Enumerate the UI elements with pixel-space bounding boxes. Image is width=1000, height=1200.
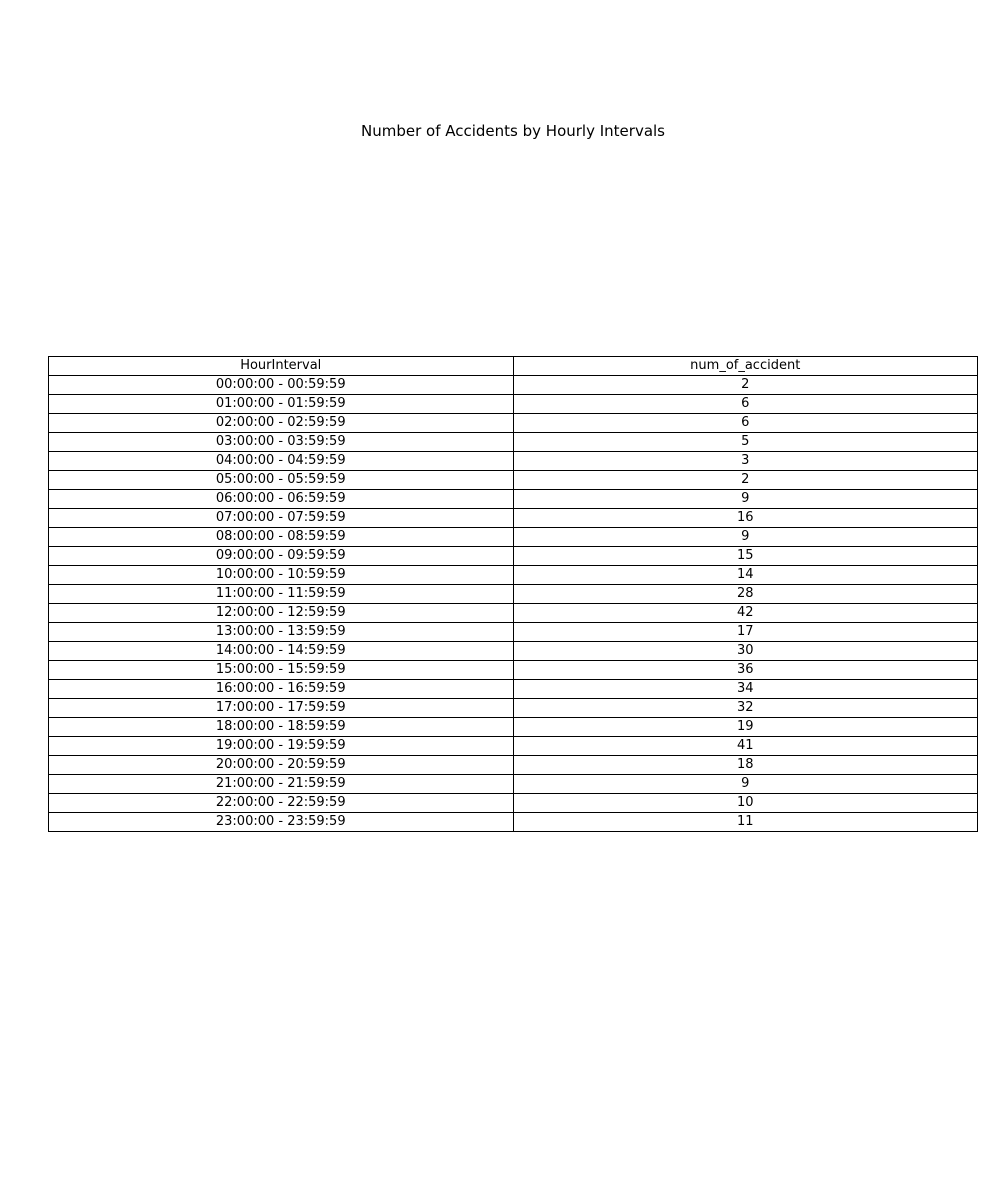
table-row	[49, 604, 978, 623]
num-of-accident-cell: 17	[513, 623, 978, 642]
chart-title: Number of Accidents by Hourly Intervals	[361, 122, 665, 140]
table-row	[49, 642, 978, 661]
num-of-accident-cell: 9	[513, 775, 978, 794]
num-of-accident-cell: 10	[513, 794, 978, 813]
hour-interval-cell: 14:00:00 - 14:59:59	[49, 642, 514, 661]
column-header-num-of-accident: num_of_accident	[513, 357, 978, 376]
table-row	[49, 680, 978, 699]
hour-interval-cell: 12:00:00 - 12:59:59	[49, 604, 514, 623]
table-row	[49, 452, 978, 471]
table-row	[49, 395, 978, 414]
num-of-accident-cell: 32	[513, 699, 978, 718]
table-row	[49, 547, 978, 566]
table-row	[49, 528, 978, 547]
num-of-accident-cell: 9	[513, 490, 978, 509]
num-of-accident-cell: 19	[513, 718, 978, 737]
table-row	[49, 509, 978, 528]
num-of-accident-cell: 16	[513, 509, 978, 528]
num-of-accident-cell: 6	[513, 414, 978, 433]
table-body	[49, 376, 978, 832]
num-of-accident-cell: 34	[513, 680, 978, 699]
table-row	[49, 775, 978, 794]
hour-interval-cell: 05:00:00 - 05:59:59	[49, 471, 514, 490]
table-row	[49, 737, 978, 756]
num-of-accident-cell: 30	[513, 642, 978, 661]
hour-interval-cell: 01:00:00 - 01:59:59	[49, 395, 514, 414]
hour-interval-cell: 15:00:00 - 15:59:59	[49, 661, 514, 680]
num-of-accident-cell: 11	[513, 813, 978, 832]
hour-interval-cell: 03:00:00 - 03:59:59	[49, 433, 514, 452]
hour-interval-cell: 06:00:00 - 06:59:59	[49, 490, 514, 509]
num-of-accident-cell: 36	[513, 661, 978, 680]
hour-interval-cell: 17:00:00 - 17:59:59	[49, 699, 514, 718]
num-of-accident-cell: 42	[513, 604, 978, 623]
hour-interval-cell: 10:00:00 - 10:59:59	[49, 566, 514, 585]
column-header-hour-interval: HourInterval	[49, 357, 514, 376]
table-row	[49, 490, 978, 509]
num-of-accident-cell: 9	[513, 528, 978, 547]
num-of-accident-cell: 2	[513, 471, 978, 490]
table-row	[49, 471, 978, 490]
hour-interval-cell: 16:00:00 - 16:59:59	[49, 680, 514, 699]
table-row	[49, 718, 978, 737]
table-row	[49, 794, 978, 813]
num-of-accident-cell: 3	[513, 452, 978, 471]
hour-interval-cell: 13:00:00 - 13:59:59	[49, 623, 514, 642]
data-table	[48, 356, 978, 832]
hour-interval-cell: 23:00:00 - 23:59:59	[49, 813, 514, 832]
num-of-accident-cell: 41	[513, 737, 978, 756]
hour-interval-cell: 19:00:00 - 19:59:59	[49, 737, 514, 756]
num-of-accident-cell: 18	[513, 756, 978, 775]
hour-interval-cell: 22:00:00 - 22:59:59	[49, 794, 514, 813]
table-row	[49, 661, 978, 680]
table-row	[49, 623, 978, 642]
num-of-accident-cell: 5	[513, 433, 978, 452]
num-of-accident-cell: 15	[513, 547, 978, 566]
hour-interval-cell: 11:00:00 - 11:59:59	[49, 585, 514, 604]
num-of-accident-cell: 6	[513, 395, 978, 414]
table-row	[49, 699, 978, 718]
hour-interval-cell: 07:00:00 - 07:59:59	[49, 509, 514, 528]
table-row	[49, 813, 978, 832]
num-of-accident-cell: 2	[513, 376, 978, 395]
hour-interval-cell: 02:00:00 - 02:59:59	[49, 414, 514, 433]
table-row	[49, 414, 978, 433]
table-row	[49, 756, 978, 775]
table-row	[49, 585, 978, 604]
num-of-accident-cell: 14	[513, 566, 978, 585]
hour-interval-cell: 09:00:00 - 09:59:59	[49, 547, 514, 566]
hour-interval-cell: 08:00:00 - 08:59:59	[49, 528, 514, 547]
hour-interval-cell: 18:00:00 - 18:59:59	[49, 718, 514, 737]
hour-interval-cell: 04:00:00 - 04:59:59	[49, 452, 514, 471]
table-row	[49, 433, 978, 452]
hour-interval-cell: 21:00:00 - 21:59:59	[49, 775, 514, 794]
table-row	[49, 566, 978, 585]
hour-interval-cell: 20:00:00 - 20:59:59	[49, 756, 514, 775]
num-of-accident-cell: 28	[513, 585, 978, 604]
hour-interval-cell: 00:00:00 - 00:59:59	[49, 376, 514, 395]
table-header-row	[49, 357, 978, 376]
table-row	[49, 376, 978, 395]
